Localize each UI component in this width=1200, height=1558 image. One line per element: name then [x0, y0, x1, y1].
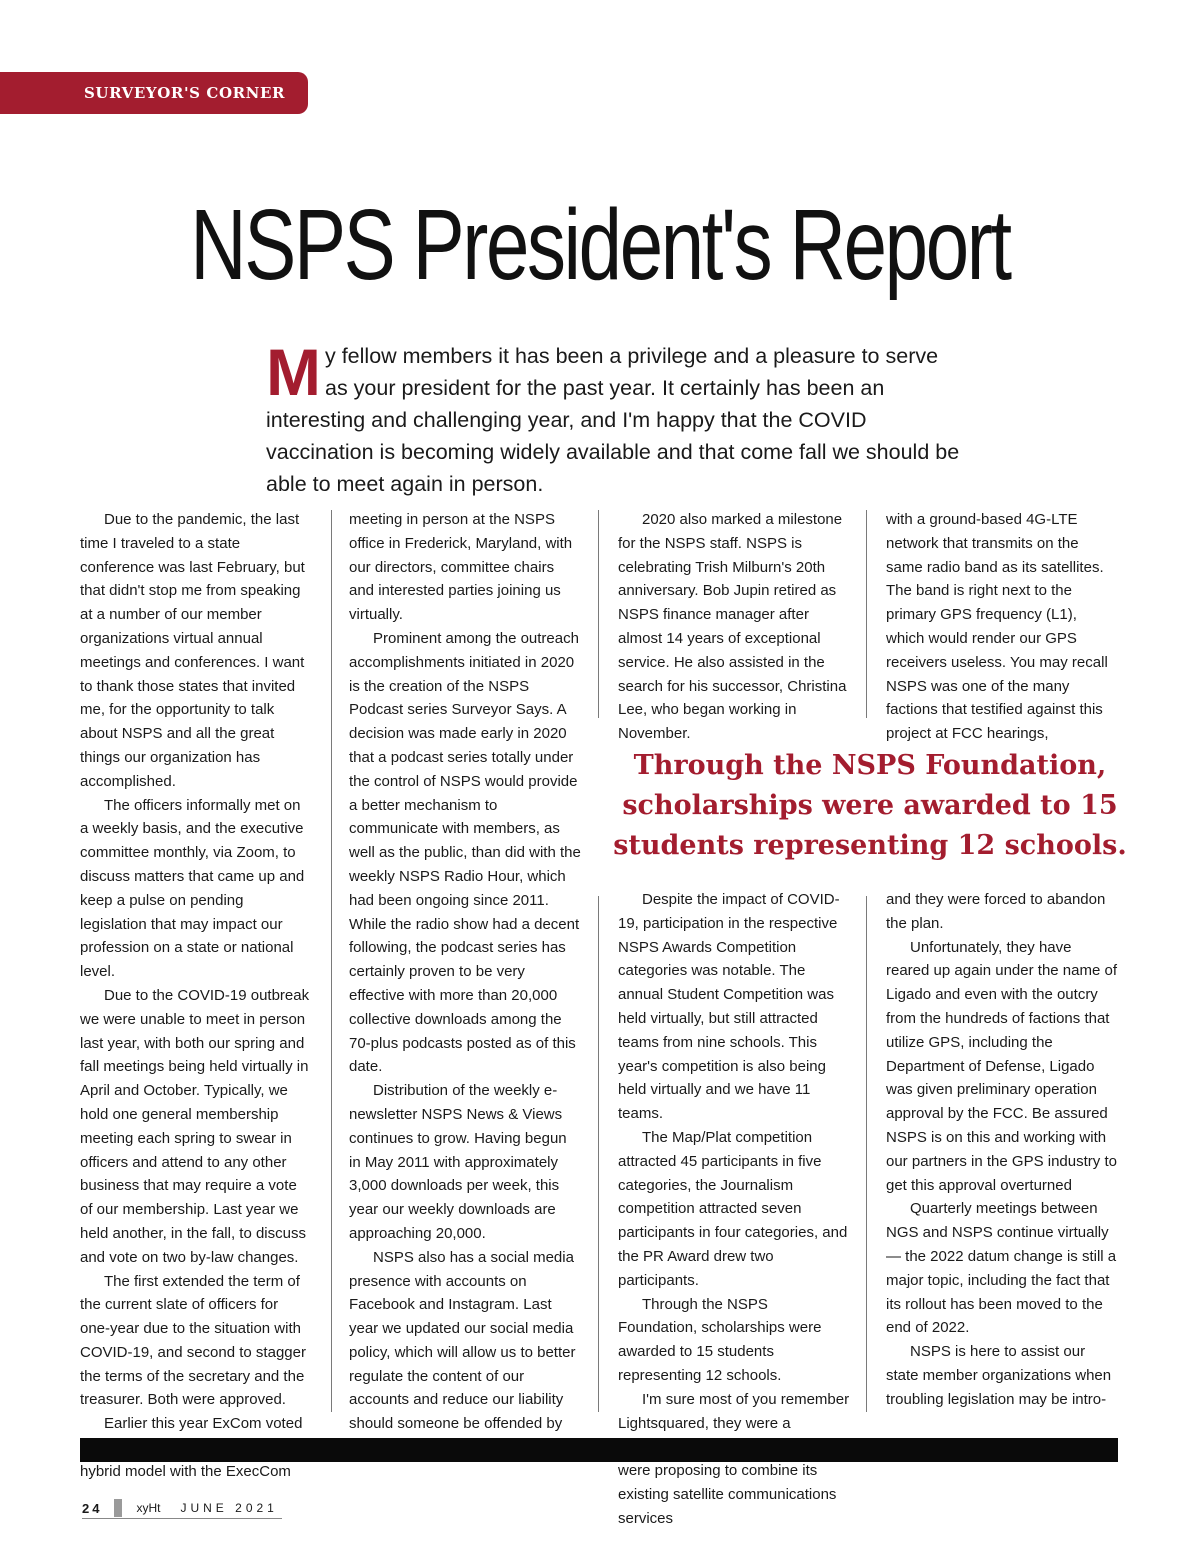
- paragraph: The first extended the term of the current slate of officers for one-year due to the situation with COVID-19, and second to stagger the terms of the secretary and the treasurer. Both were approved.: [80, 1272, 306, 1409]
- folio-rule: [82, 1518, 282, 1519]
- issue-date: JUNE 2021: [180, 1501, 278, 1515]
- article-column-3-top: [618, 508, 850, 746]
- column-divider: [331, 510, 332, 1412]
- paragraph: Distribution of the weekly e-newsletter NSPS News & Views continues to grow. Having begun in May 2011 with approximately 3,000 downloads per week, this year our weekly downloads are approaching 20,000.: [349, 1082, 567, 1242]
- column-divider: [866, 510, 867, 718]
- paragraph: Despite the impact of COVID-19, participation in the respective NSPS Awards Competition categories was notable. The annual Student Competition was held virtually, but still attracted teams from nine schools. This year's competition is also being held virtually and we have 11 teams.: [618, 891, 840, 1123]
- column-divider: [866, 896, 867, 1412]
- paragraph: meeting in person at the NSPS office in Frederick, Maryland, with our directors, committee chairs and interested parties joining us virtually.: [349, 511, 573, 624]
- folio-separator: [114, 1499, 122, 1517]
- article-column-3-bottom: [618, 888, 850, 1531]
- magazine-name: xyHt: [136, 1501, 161, 1515]
- paragraph: Prominent among the outreach accomplishments initiated in 2020 is the creation of the NSPS Podcast series Surveyor Says. A decision was made early in 2020 that a podcast series totally under the control of NSPS would provide a better mechanism to communicate with members, as well as the public, than did with the weekly NSPS Radio Hour, which had been ongoing since 2011. While the radio show had a decent following, the podcast series has certainly proven to be very effective with more than 20,000 collective downloads among the 70-plus podcasts posted as of this date.: [349, 629, 581, 1076]
- paragraph: and they were forced to abandon the plan.: [886, 891, 1106, 932]
- paragraph: I'm sure most of you remember Lightsquared, they were a were proposing to combine its existing satellite communications services: [618, 1390, 850, 1527]
- intro-paragraph: [266, 335, 966, 500]
- paragraph: The Map/Plat competition attracted 45 participants in five categories, the Journalism competition attracted seven participants in four categories, and the PR Award drew two participants.: [618, 1128, 848, 1289]
- paragraph: NSPS also has a social media presence with accounts on Facebook and Instagram. Last year we updated our social media policy, which will allow us to better regulate the content of our accounts and reduce our liability should someone be offended by: [349, 1248, 576, 1433]
- drop-cap: M: [266, 335, 321, 409]
- folio: [82, 1498, 278, 1518]
- intro-text: y fellow members it has been a privilege and a pleasure to serve as your president for the past year. It certainly has been an interesting and challenging year, and I'm happy that the COVID vaccination is becoming widely available and that come fall we should be able to meet again in person.: [266, 344, 960, 496]
- paragraph: Quarterly meetings between NGS and NSPS continue virtually — the 2022 datum change is still a major topic, including the fact that its rollout has been moved to the end of 2022.: [886, 1200, 1117, 1337]
- paragraph: Due to the COVID-19 outbreak we were unable to meet in person last year, with both our spring and fall meetings being held virtually in April and October. Typically, we hold one general membership meeting each spring to swear in officers and attend to any other business that may require a vote of our membership. Last year we held another, in the fall, to discuss and vote on two by-law changes.: [80, 986, 310, 1266]
- paragraph: NSPS is here to assist our state member organizations when troubling legislation may be intro-: [886, 1343, 1112, 1408]
- article-column-2: [349, 508, 581, 1460]
- column-divider: [598, 896, 599, 1412]
- page-number: 24: [82, 1500, 103, 1516]
- section-tab: [0, 72, 308, 114]
- paragraph: The officers informally met on a weekly basis, and the executive committee monthly, via Zoom, to discuss matters that came up and keep a pulse on pending legislation that may impact our profession on a state or national level.: [80, 796, 305, 981]
- pull-quote: Through the NSPS Foundation, scholarships were awarded to 15 students representing 12 schools.: [613, 750, 1127, 861]
- paragraph: 2020 also marked a milestone for the NSPS staff. NSPS is celebrating Trish Milburn's 20th anniversary. Bob Jupin retired as NSPS finance manager after almost 14 years of exceptional service. He also assisted in the search for his successor, Christina Lee, who began working in November.: [618, 511, 847, 743]
- page-title: NSPS President's Report: [190, 189, 1010, 301]
- paragraph: Earlier this year ExCom voted hybrid model with the ExecCom: [80, 1415, 303, 1480]
- paragraph: Due to the pandemic, the last time I traveled to a state conference was last February, but that didn't stop me from speaking at a number of our member organizations virtual annual meetings and conferences. I want to thank those states that invited me, for the opportunity to talk about NSPS and all the great things our organization has accomplished.: [80, 511, 305, 790]
- column-divider: [598, 510, 599, 718]
- paragraph: with a ground-based 4G-LTE network that transmits on the same radio band as its satellites. The band is right next to the primary GPS frequency (L1), which would render our GPS receivers useless. You may recall NSPS was one of the many factions that testified against this project at FCC hearings,: [886, 511, 1108, 743]
- article-column-4-bottom: [886, 888, 1118, 1412]
- footer-bar: [80, 1438, 1118, 1462]
- paragraph: Unfortunately, they have reared up again under the name of Ligado and even with the outcry from the hundreds of factions that utilize GPS, including the Department of Defense, Ligado was given preliminary operation approval by the FCC. Be assured NSPS is on this and working with our partners in the GPS industry to get this approval overturned: [886, 938, 1117, 1194]
- paragraph: Through the NSPS Foundation, scholarships were awarded to 15 students representing 12 schools.: [618, 1295, 822, 1384]
- article-column-4-top: [886, 508, 1118, 746]
- section-tab-label: SURVEYOR'S CORNER: [84, 84, 286, 102]
- article-column-1: [80, 508, 312, 1484]
